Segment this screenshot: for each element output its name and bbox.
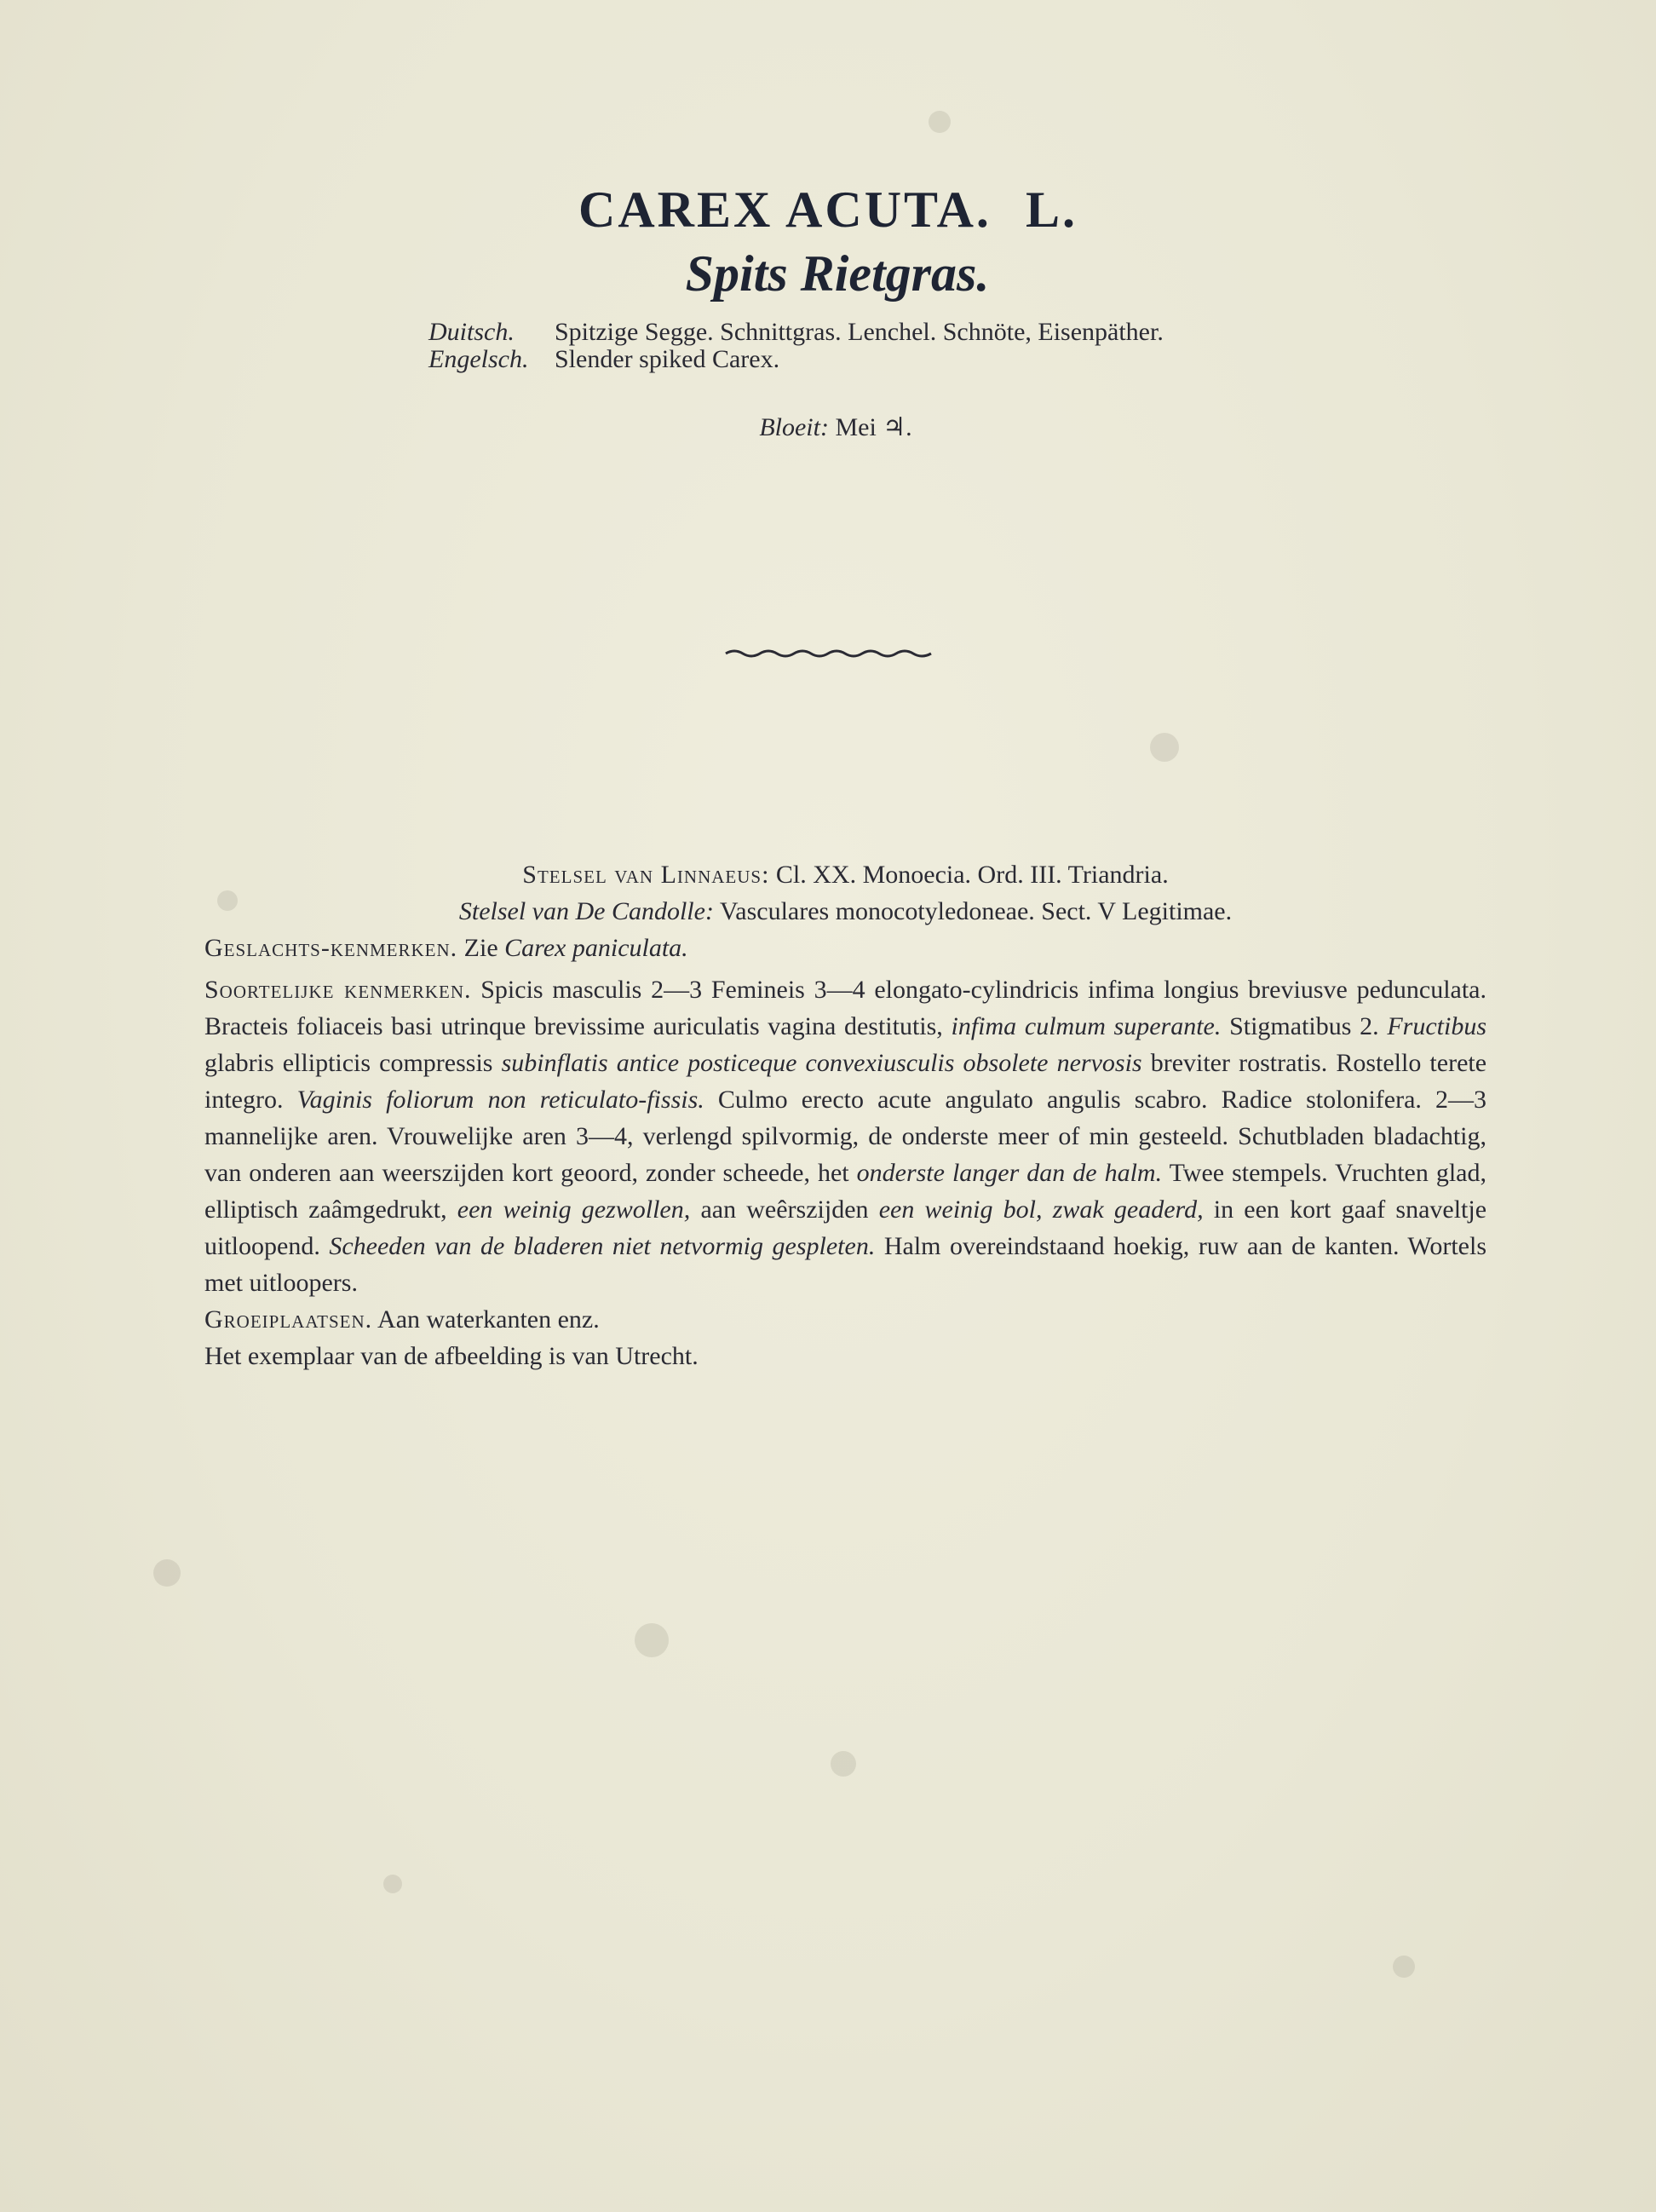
species-name: CAREX ACUTA.: [578, 181, 992, 238]
candolle-label: Stelsel van De Candolle:: [458, 897, 714, 925]
flowering-line: [0, 412, 1656, 442]
species-text: glabris ellipticis compressis: [204, 1049, 493, 1077]
common-name-text: Spitzige Segge. Schnittgras. Lenchel. Schnöte, Eisenpäther.: [555, 318, 1164, 346]
species-text-italic: Scheeden van de bladeren niet netvormig gespleten.: [329, 1232, 876, 1260]
ornamental-divider: [724, 648, 933, 660]
habitat-label: Groeiplaatsen.: [204, 1305, 373, 1334]
species-text: Halm overeindstaand hoekig, ruw aan de kanten. Wortels met uitloopers.: [204, 1232, 1486, 1297]
habitat: [204, 1301, 1486, 1338]
species-label: Soortelijke kenmerken.: [204, 976, 472, 1004]
species-text: in een kort gaaf snaveltje uitloopend.: [204, 1195, 1487, 1260]
genus-text: Zie: [463, 934, 498, 962]
species-text-italic: een weinig bol, zwak geaderd,: [878, 1195, 1204, 1224]
linnaeus-label: Stelsel van Linnaeus:: [522, 861, 770, 889]
common-names: [428, 319, 1164, 373]
specimen-note: Het exemplaar van de afbeelding is van Utrecht.: [204, 1342, 699, 1370]
genus-characteristics: [204, 930, 1486, 966]
species-text-italic: Vaginis foliorum non reticulato-fissis.: [296, 1086, 704, 1114]
linnaeus-system: [204, 856, 1486, 893]
common-name-text: Slender spiked Carex.: [555, 345, 780, 373]
language-label: Duitsch.: [428, 318, 515, 346]
genus-reference: Carex paniculata.: [504, 934, 688, 962]
species-text-italic: subinflatis antice posticeque convexiusculis obsolete nervosis: [501, 1049, 1142, 1077]
species-text: Culmo erecto acute angulato angulis scabro. Radice stolonifera. 2—3 mannelijke aren. Vrouwelijke aren 3—4, verlengd spilvormig, de onderste meer of min gesteeld. Schutbladen bladachtig, van onderen aan weerszijden kort geoord, zonder scheede, het: [204, 1086, 1487, 1187]
author-abbrev: L.: [1025, 181, 1078, 238]
common-name-german: [428, 319, 1164, 346]
description-body: [204, 856, 1486, 1374]
species-text: Twee stempels. Vruchten glad, elliptisch zaâmgedrukt,: [204, 1159, 1486, 1224]
species-text-italic: onderste langer dan de halm.: [856, 1159, 1163, 1187]
common-name-english: [428, 346, 1164, 373]
page-title: [0, 181, 1656, 239]
linnaeus-value: Cl. XX. Monoecia. Ord. III. Triandria.: [775, 861, 1169, 889]
species-text-italic: Fructibus: [1387, 1012, 1486, 1040]
species-text: Spicis masculis 2—3 Femineis 3—4 elongato-cylindricis infima longius breviusve pedunculata. Bracteis foliaceis basi utrinque brevissime auriculatis vagina destitutis,: [204, 976, 1486, 1040]
species-text: breviter rostratis. Rostello terete integro.: [204, 1049, 1487, 1114]
species-text-italic: een weinig gezwollen,: [457, 1195, 691, 1224]
species-characteristics: [204, 971, 1486, 1301]
species-text-italic: infima culmum superante.: [951, 1012, 1222, 1040]
habitat-text: Aan waterkanten enz.: [377, 1305, 600, 1334]
flowering-label: Bloeit:: [759, 413, 829, 441]
language-label: Engelsch.: [428, 345, 529, 373]
dutch-name: Spits Rietgras.: [685, 245, 990, 302]
candolle-value: Vasculares monocotyledoneae. Sect. V Legitimae.: [719, 897, 1233, 925]
candolle-system: [204, 893, 1486, 930]
flowering-value: Mei ♃.: [835, 413, 912, 441]
species-text: aan weêrszijden: [700, 1195, 869, 1224]
species-text: Stigmatibus 2.: [1229, 1012, 1379, 1040]
genus-label: Geslachts-kenmerken.: [204, 934, 458, 962]
